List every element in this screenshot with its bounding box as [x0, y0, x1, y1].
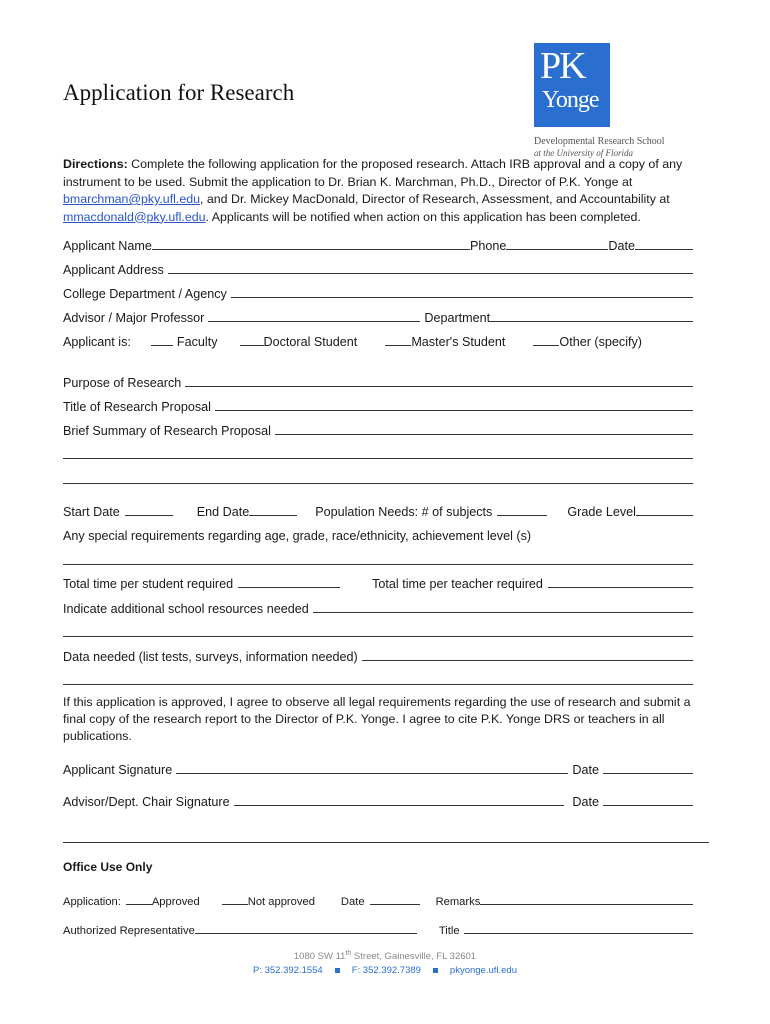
advisor-signature-field[interactable] — [234, 805, 565, 806]
dates-population-row — [63, 501, 693, 519]
school-resources-label: Indicate additional school resources needed — [63, 602, 309, 616]
masters-checkbox[interactable] — [385, 345, 411, 346]
footer-phone: P: 352.392.1554 — [252, 965, 323, 976]
logo-caption: Developmental Research School — [534, 136, 665, 147]
directions-text-1: Complete the following application for the proposed research. Attach IRB approval and a copy of any instrument to be used. Submit the application to Dr. Brian K. Marchman, Ph.D., Director of P.K. Yonge at — [63, 157, 683, 189]
time-student-label: Total time per student required — [63, 577, 234, 591]
data-needed-row — [63, 646, 693, 664]
department-field[interactable] — [490, 321, 693, 322]
purpose-label: Purpose of Research — [63, 376, 182, 390]
title-proposal-row — [63, 396, 693, 414]
authorized-row — [63, 919, 693, 937]
title-proposal-label: Title of Research Proposal — [63, 400, 211, 414]
advisor-row — [63, 307, 693, 325]
footer-address-sup: th — [345, 950, 352, 957]
time-teacher-field[interactable] — [548, 587, 693, 588]
not-approved-checkbox[interactable] — [222, 904, 248, 905]
college-department-label: College Department / Agency — [63, 287, 227, 301]
applicant-type-row — [63, 331, 693, 349]
office-date-label: Date — [340, 896, 365, 908]
brief-summary-row — [63, 420, 693, 438]
applicant-signature-field[interactable] — [176, 773, 568, 774]
footer-fax: F: 352.392.7389 — [351, 965, 421, 976]
advisor-label: Advisor / Major Professor — [63, 311, 205, 325]
date-label: Date — [608, 239, 635, 253]
applicant-is-label: Applicant is: — [63, 335, 131, 349]
time-teacher-label: Total time per teacher required — [372, 577, 543, 591]
directions-label: Directions: — [63, 157, 128, 171]
college-department-field[interactable] — [231, 297, 693, 298]
square-bullet-icon — [335, 968, 340, 973]
email-link-macdonald[interactable]: mmacdonald@pky.ufl.edu — [63, 209, 206, 224]
advisor-signature-date-label: Date — [572, 795, 599, 809]
faculty-label: Faculty — [176, 335, 218, 349]
footer-web[interactable]: pkyonge.ufl.edu — [449, 965, 518, 976]
department-label: Department — [424, 311, 491, 325]
applicant-address-label: Applicant Address — [63, 263, 164, 277]
applicant-signature-label: Applicant Signature — [63, 763, 173, 777]
office-date-field[interactable] — [370, 904, 420, 905]
brief-summary-label: Brief Summary of Research Proposal — [63, 424, 271, 438]
time-student-field[interactable] — [238, 587, 340, 588]
applicant-name-field[interactable] — [152, 249, 470, 250]
office-title-field[interactable] — [464, 933, 693, 934]
agreement-paragraph: If this application is approved, I agree to observe all legal requirements regarding the use of research and submit a final copy of the research report to the Director of P.K. Yonge. I agree to cite P.K. Yonge DRS or teachers in all publications. — [63, 695, 691, 743]
applicant-name-label: Applicant Name — [63, 239, 152, 253]
footer-address — [0, 950, 770, 962]
office-application-label: Application: — [63, 896, 121, 908]
remarks-field[interactable] — [480, 904, 693, 905]
advisor-signature-row — [63, 791, 693, 809]
applicant-signature-date-label: Date — [572, 763, 599, 777]
phone-label: Phone — [469, 239, 507, 253]
data-needed-field[interactable] — [362, 660, 693, 661]
data-needed-line[interactable] — [63, 684, 693, 685]
title-proposal-field[interactable] — [215, 410, 693, 411]
office-title-label: Title — [438, 925, 460, 937]
footer-contact — [0, 965, 770, 976]
applicant-name-row — [63, 235, 693, 253]
population-needs-label: Population Needs: # of subjects — [315, 505, 493, 519]
advisor-signature-label: Advisor/Dept. Chair Signature — [63, 795, 230, 809]
summary-line-3[interactable] — [63, 483, 693, 484]
advisor-signature-date-field[interactable] — [603, 805, 693, 806]
college-department-row — [63, 283, 693, 301]
directions-text-3: . Applicants will be notified when action on this application has been completed. — [205, 209, 641, 224]
brief-summary-field[interactable] — [275, 434, 693, 435]
logo-yonge-text: Yonge — [542, 87, 599, 113]
advisor-field[interactable] — [208, 321, 420, 322]
special-requirements-row — [63, 525, 693, 543]
square-bullet-icon — [433, 968, 438, 973]
doctoral-label: Doctoral Student — [263, 335, 358, 349]
remarks-label: Remarks — [435, 896, 481, 908]
purpose-row — [63, 372, 693, 390]
page-title: Application for Research — [63, 80, 295, 105]
directions-paragraph — [63, 156, 711, 226]
purpose-field[interactable] — [185, 386, 693, 387]
special-requirements-label: Any special requirements regarding age, grade, race/ethnicity, achievement level (s) — [63, 529, 532, 543]
applicant-address-field[interactable] — [168, 273, 693, 274]
end-date-label: End Date — [196, 505, 250, 519]
other-checkbox[interactable] — [533, 345, 559, 346]
grade-level-label: Grade Level — [567, 505, 636, 519]
special-requirements-line[interactable] — [63, 564, 693, 565]
section-divider — [63, 842, 709, 843]
approved-checkbox[interactable] — [126, 904, 152, 905]
subjects-field[interactable] — [497, 515, 547, 516]
office-application-row — [63, 890, 693, 908]
other-label: Other (specify) — [559, 335, 643, 349]
footer-address-post: Street, Gainesville, FL 32601 — [351, 951, 477, 963]
masters-label: Master's Student — [411, 335, 506, 349]
authorized-field[interactable] — [195, 933, 417, 934]
start-date-label: Start Date — [63, 505, 120, 519]
end-date-field[interactable] — [249, 515, 297, 516]
school-resources-field[interactable] — [313, 612, 693, 613]
not-approved-label: Not approved — [247, 896, 315, 908]
authorized-label: Authorized Representative — [63, 925, 195, 937]
logo-subcaption: at the University of Florida — [534, 148, 633, 158]
pk-yonge-logo — [534, 43, 610, 127]
directions-text-2: , and Dr. Mickey MacDonald, Director of Research, Assessment, and Accountability at — [200, 192, 670, 206]
date-field[interactable] — [635, 249, 693, 250]
data-needed-label: Data needed (list tests, surveys, information needed) — [63, 650, 358, 664]
applicant-signature-date-field[interactable] — [603, 773, 693, 774]
applicant-signature-row — [63, 759, 693, 777]
email-link-marchman[interactable]: bmarchman@pky.ufl.edu — [63, 192, 201, 206]
approved-label: Approved — [151, 896, 200, 908]
footer-address-pre: 1080 SW 11 — [293, 951, 346, 963]
school-resources-line[interactable] — [63, 636, 693, 637]
summary-line-2[interactable] — [63, 458, 693, 459]
grade-level-field[interactable] — [636, 515, 693, 516]
office-use-title: Office Use Only — [63, 860, 153, 874]
faculty-checkbox[interactable] — [151, 345, 173, 346]
logo-pk-text: PK — [540, 45, 585, 87]
applicant-address-row — [63, 259, 693, 277]
school-resources-row — [63, 598, 693, 616]
start-date-field[interactable] — [125, 515, 173, 516]
time-required-row — [63, 573, 693, 591]
phone-field[interactable] — [506, 249, 608, 250]
doctoral-checkbox[interactable] — [240, 345, 264, 346]
